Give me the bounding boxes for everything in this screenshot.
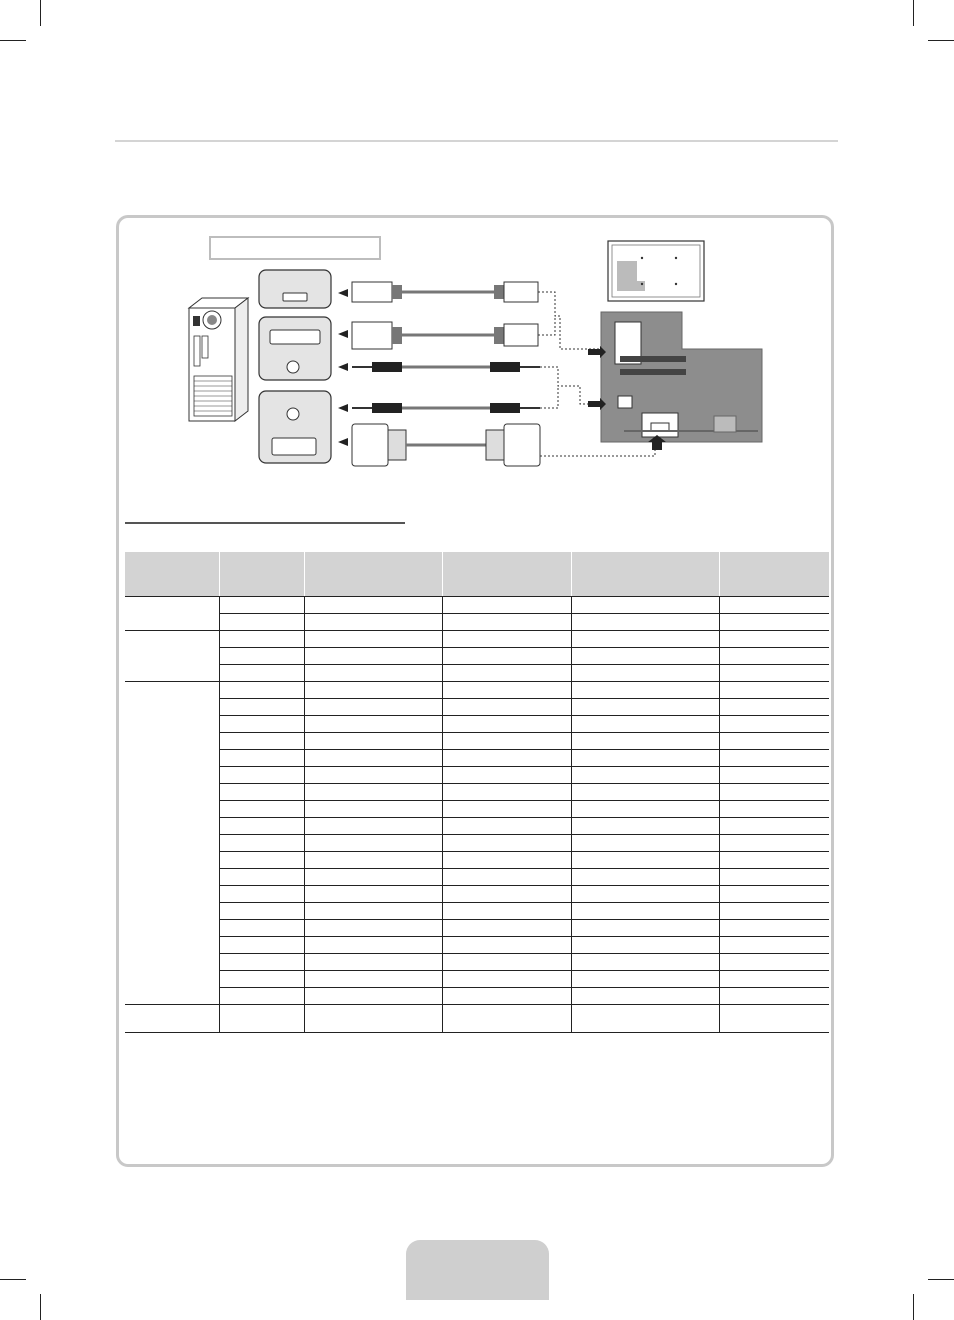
table-row: [125, 988, 829, 1005]
table-cell: [719, 937, 829, 954]
table-cell: [442, 903, 571, 920]
table-cell: [304, 597, 442, 614]
table-cell: [219, 597, 304, 614]
table-cell: [442, 801, 571, 818]
table-cell: [571, 682, 719, 699]
table-header-row: [125, 552, 829, 597]
table-cell: [219, 1005, 304, 1033]
computer-tower-icon: [189, 298, 248, 421]
table-cell: [719, 716, 829, 733]
table-cell: [719, 920, 829, 937]
table-cell: [304, 631, 442, 648]
table-cell: [304, 784, 442, 801]
table-cell: [304, 767, 442, 784]
table-cell: [442, 920, 571, 937]
table-cell: [219, 750, 304, 767]
table-cell: [219, 699, 304, 716]
table-cell: [442, 1005, 571, 1033]
table-cell: [125, 682, 219, 1005]
table-cell: [719, 971, 829, 988]
table-cell: [219, 648, 304, 665]
table-cell: [442, 682, 571, 699]
table-cell: [304, 665, 442, 682]
table-cell: [219, 801, 304, 818]
table-cell: [304, 886, 442, 903]
table-cell: [219, 631, 304, 648]
table-cell: [125, 597, 219, 631]
table-cell: [304, 648, 442, 665]
d-sub-cable-icon: [338, 424, 540, 466]
table-cell: [571, 597, 719, 614]
table-cell: [442, 648, 571, 665]
table-cell: [442, 954, 571, 971]
table-cell: [219, 954, 304, 971]
table-row: [125, 852, 829, 869]
table-cell: [304, 988, 442, 1005]
table-cell: [219, 818, 304, 835]
table-cell: [571, 767, 719, 784]
table-cell: [719, 614, 829, 631]
table-cell: [304, 733, 442, 750]
table-cell: [219, 665, 304, 682]
tv-front-icon: [608, 241, 704, 301]
pc-connection-diagram: [180, 236, 770, 486]
table-cell: [571, 648, 719, 665]
table-header-cell: [125, 552, 219, 597]
table-cell: [719, 631, 829, 648]
crop-mark: [913, 1294, 914, 1320]
table-header-cell: [571, 552, 719, 597]
table-cell: [125, 631, 219, 682]
table-cell: [304, 699, 442, 716]
table-row: [125, 614, 829, 631]
table-cell: [719, 852, 829, 869]
table-cell: [219, 767, 304, 784]
table-cell: [719, 1005, 829, 1033]
table-cell: [442, 767, 571, 784]
table-cell: [571, 852, 719, 869]
table-row: [125, 665, 829, 682]
crop-mark: [40, 0, 41, 26]
table-cell: [304, 937, 442, 954]
table-row: [125, 750, 829, 767]
audio-cable-icon: [338, 362, 540, 372]
table-cell: [719, 835, 829, 852]
table-cell: [719, 988, 829, 1005]
table-cell: [304, 614, 442, 631]
table-cell: [719, 750, 829, 767]
crop-mark: [0, 1279, 26, 1280]
page-number-tab: [406, 1240, 549, 1300]
table-row: [125, 920, 829, 937]
table-cell: [571, 903, 719, 920]
table-cell: [304, 801, 442, 818]
table-row: [125, 767, 829, 784]
table-cell: [571, 1005, 719, 1033]
table-cell: [719, 767, 829, 784]
table-cell: [442, 835, 571, 852]
table-row: [125, 886, 829, 903]
table-cell: [442, 852, 571, 869]
table-row: [125, 835, 829, 852]
table-cell: [571, 614, 719, 631]
hdmi-cable-icon: [338, 282, 538, 302]
crop-mark: [913, 0, 914, 26]
table-cell: [571, 818, 719, 835]
table-row: [125, 631, 829, 648]
table-cell: [442, 886, 571, 903]
table-cell: [442, 716, 571, 733]
table-row: [125, 682, 829, 699]
crop-mark: [928, 1279, 954, 1280]
table-cell: [304, 1005, 442, 1033]
dvi-audio-port-panel: [259, 317, 331, 380]
table-cell: [571, 665, 719, 682]
table-cell: [571, 699, 719, 716]
table-header-cell: [719, 552, 829, 597]
table-cell: [442, 937, 571, 954]
display-modes-table: [125, 552, 829, 1033]
table-cell: [442, 733, 571, 750]
table-cell: [304, 869, 442, 886]
table-cell: [219, 920, 304, 937]
table-cell: [219, 869, 304, 886]
table-cell: [571, 937, 719, 954]
table-cell: [571, 631, 719, 648]
table-cell: [219, 937, 304, 954]
table-cell: [442, 597, 571, 614]
crop-mark: [0, 40, 26, 41]
audio-dsub-port-panel: [259, 391, 331, 463]
table-cell: [219, 971, 304, 988]
table-cell: [304, 971, 442, 988]
table-row: [125, 716, 829, 733]
table-cell: [304, 835, 442, 852]
table-row: [125, 784, 829, 801]
table-cell: [571, 801, 719, 818]
table-cell: [571, 784, 719, 801]
table-body: [125, 597, 829, 1033]
table-cell: [219, 716, 304, 733]
tv-rear-panel-icon: [588, 312, 762, 450]
audio-cable-icon: [338, 403, 540, 413]
table-row: [125, 648, 829, 665]
table-cell: [219, 784, 304, 801]
table-cell: [125, 1005, 219, 1033]
table-cell: [219, 682, 304, 699]
table-cell: [304, 852, 442, 869]
table-cell: [442, 784, 571, 801]
table-cell: [219, 614, 304, 631]
table-cell: [571, 750, 719, 767]
table-row: [125, 733, 829, 750]
table-cell: [304, 750, 442, 767]
header-rule: [115, 140, 838, 142]
table-cell: [719, 682, 829, 699]
table-cell: [219, 988, 304, 1005]
table-row: [125, 597, 829, 614]
table-cell: [571, 869, 719, 886]
table-cell: [442, 614, 571, 631]
table-cell: [442, 988, 571, 1005]
table-cell: [719, 801, 829, 818]
table-cell: [719, 597, 829, 614]
table-row: [125, 869, 829, 886]
table-cell: [442, 971, 571, 988]
table-cell: [719, 733, 829, 750]
table-cell: [304, 954, 442, 971]
table-cell: [571, 733, 719, 750]
table-row: [125, 1005, 829, 1033]
table-cell: [304, 716, 442, 733]
table-cell: [571, 988, 719, 1005]
table-cell: [719, 665, 829, 682]
table-cell: [442, 818, 571, 835]
crop-mark: [928, 40, 954, 41]
table-cell: [571, 835, 719, 852]
table-cell: [304, 682, 442, 699]
table-cell: [571, 971, 719, 988]
dvi-cable-icon: [338, 322, 538, 349]
table-cell: [571, 954, 719, 971]
table-row: [125, 699, 829, 716]
table-cell: [219, 886, 304, 903]
table-cell: [719, 954, 829, 971]
table-cell: [219, 903, 304, 920]
table-cell: [219, 835, 304, 852]
table-cell: [442, 750, 571, 767]
table-cell: [719, 869, 829, 886]
table-cell: [442, 631, 571, 648]
table-row: [125, 937, 829, 954]
table-cell: [719, 648, 829, 665]
crop-mark: [40, 1294, 41, 1320]
table-cell: [304, 903, 442, 920]
table-cell: [304, 818, 442, 835]
table-header-cell: [219, 552, 304, 597]
table-cell: [719, 903, 829, 920]
table-cell: [442, 869, 571, 886]
table-cell: [571, 920, 719, 937]
table-cell: [571, 886, 719, 903]
table-cell: [442, 699, 571, 716]
hdmi-port-panel: [259, 270, 331, 308]
table-cell: [304, 920, 442, 937]
table-cell: [719, 699, 829, 716]
table-header-cell: [304, 552, 442, 597]
table-cell: [571, 716, 719, 733]
section-underline: [125, 522, 405, 524]
table-cell: [719, 886, 829, 903]
table-cell: [219, 733, 304, 750]
table-cell: [719, 818, 829, 835]
table-cell: [442, 665, 571, 682]
table-row: [125, 818, 829, 835]
table-row: [125, 903, 829, 920]
table-cell: [219, 852, 304, 869]
table-header-cell: [442, 552, 571, 597]
table-row: [125, 971, 829, 988]
table-row: [125, 954, 829, 971]
table-row: [125, 801, 829, 818]
table-cell: [719, 784, 829, 801]
